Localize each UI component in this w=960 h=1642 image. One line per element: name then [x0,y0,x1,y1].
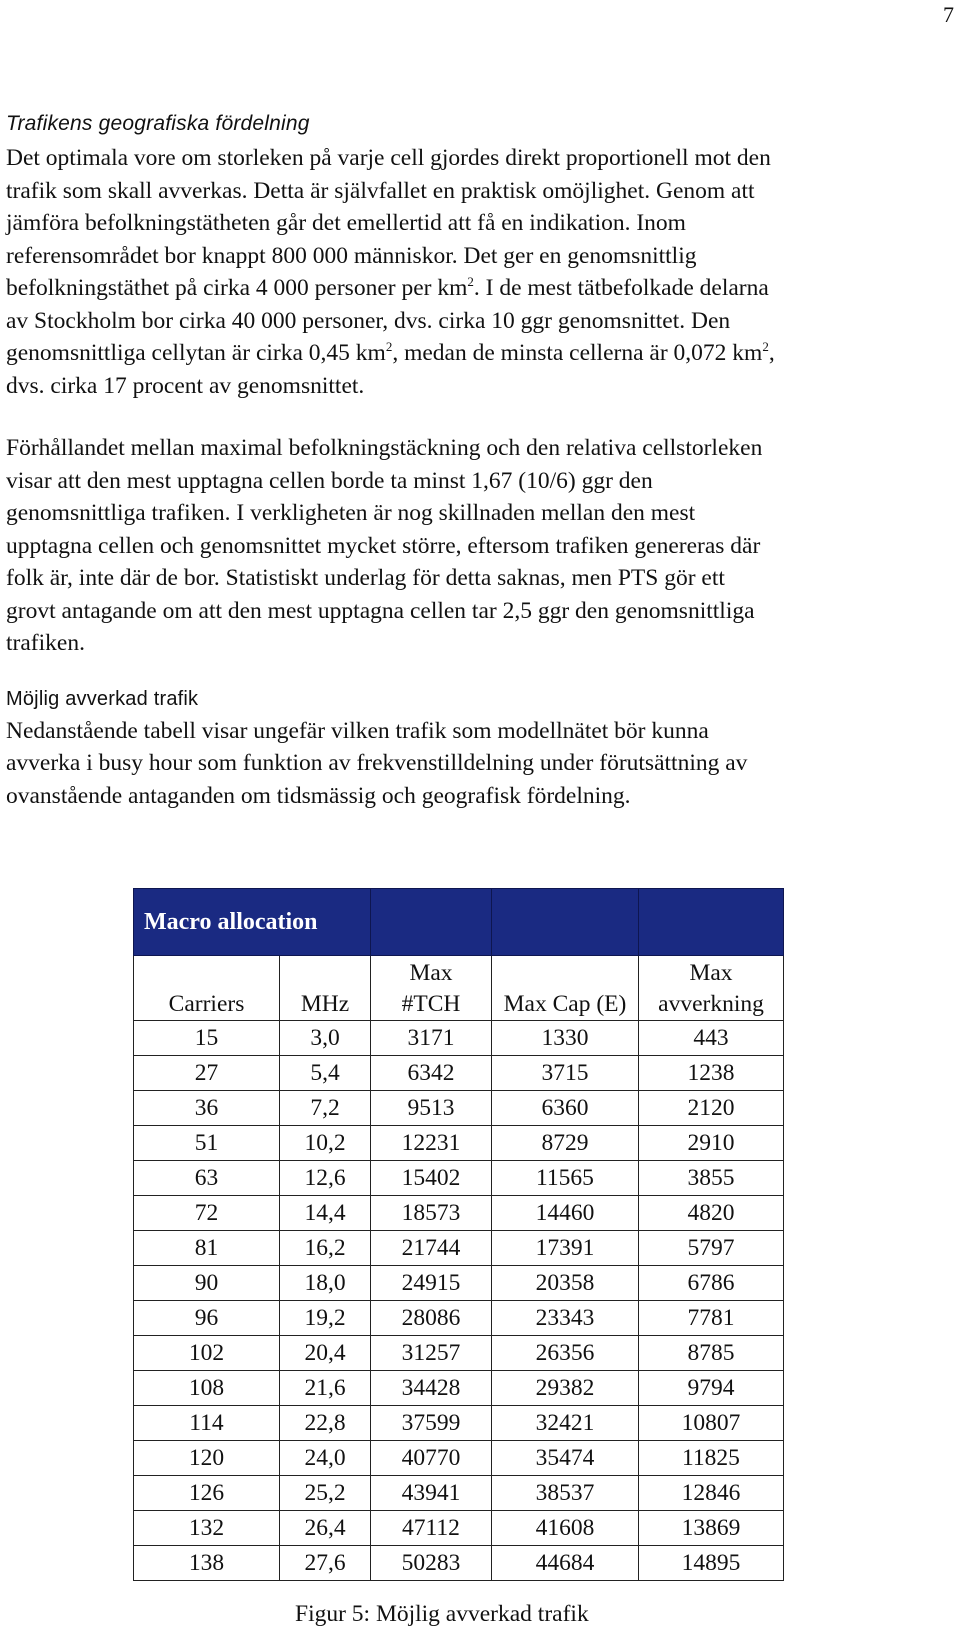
page-number: 7 [943,2,954,27]
table-cell: 20,4 [280,1336,371,1371]
table-cell: 22,8 [280,1406,371,1441]
table-cell: 9513 [371,1091,492,1126]
table-cell: 17391 [492,1231,639,1266]
traffic-table [133,888,784,1581]
text-line: genomsnittliga cellytan är cirka 0,45 km [6,340,386,366]
table-cell: 20358 [492,1266,639,1301]
header-label: avverkning [658,991,764,1017]
table-cell: 19,2 [280,1301,371,1336]
table-cell: 41608 [492,1511,639,1546]
header-label: #TCH [401,991,461,1017]
text-line: dvs. cirka 17 procent av genomsnittet. [6,372,365,399]
text-line: , medan de minsta cellerna är 0,072 km [392,340,763,366]
table-row [134,1511,784,1546]
table-cell: 8785 [639,1336,784,1371]
table-row [134,1021,784,1056]
text-line: Nedanstående tabell visar ungefär vilken trafik som modellnätet bör kunna [6,717,709,744]
table-cell: 24,0 [280,1441,371,1476]
header-label-top: Max [409,960,453,986]
table-cell: 28086 [371,1301,492,1336]
table-cell: 36 [134,1091,280,1126]
table-cell: 126 [134,1476,280,1511]
table-cell: 3715 [492,1056,639,1091]
table-cell: 12231 [371,1126,492,1161]
table-cell: 31257 [371,1336,492,1371]
table-cell: 81 [134,1231,280,1266]
table-cell: 3855 [639,1161,784,1196]
header-label: Max Cap (E) [503,991,627,1017]
table-cell: 26356 [492,1336,639,1371]
text-line: trafik som skall avverkas. Detta är självfallet en praktisk omöjlighet. Genom att [6,177,755,204]
table-cell: 11825 [639,1441,784,1476]
table-cell: 3,0 [280,1021,371,1056]
table-row [134,1301,784,1336]
table-cell: 27,6 [280,1546,371,1581]
traffic-table-container [133,888,784,1581]
table-cell: 50283 [371,1546,492,1581]
table-cell: 5797 [639,1231,784,1266]
table-cell: 7781 [639,1301,784,1336]
text-line: folk är, inte där de bor. Statistiskt underlag för detta saknas, men PTS gör ett [6,565,725,591]
table-cell: 102 [134,1336,280,1371]
superscript: 2 [467,274,474,290]
table-row [134,1231,784,1266]
text-line: befolkningstäthet på cirka 4 000 personer per km [6,275,468,301]
table-cell: 18573 [371,1196,492,1231]
table-cell: 10807 [639,1406,784,1441]
table-cell: 96 [134,1301,280,1336]
table-cell: 1238 [639,1056,784,1091]
table-cell: 8729 [492,1126,639,1161]
table-row [134,1336,784,1371]
superscript: 2 [762,339,769,355]
table-cell: 25,2 [280,1476,371,1511]
table-cell: 6342 [371,1056,492,1091]
table-cell: 18,0 [280,1266,371,1301]
text-line: ovanstående antaganden om tidsmässig och geografisk fördelning. [6,782,631,809]
table-cell: 26,4 [280,1511,371,1546]
table-cell: 38537 [492,1476,639,1511]
table-cell: 13869 [639,1511,784,1546]
section-heading-geografiska: Trafikens geografiska fördelning [6,112,310,135]
table-cell: 443 [639,1021,784,1056]
text-line: av Stockholm bor cirka 40 000 personer, dvs. cirka 10 ggr genomsnittet. Den [6,307,731,334]
table-cell: 72 [134,1196,280,1231]
header-max-cap [492,956,639,1021]
table-cell: 7,2 [280,1091,371,1126]
text-line: referensområdet bor knappt 800 000 människor. Det ger en genomsnittlig [6,242,697,269]
superscript: 2 [385,339,393,355]
table-cell: 16,2 [280,1231,371,1266]
table-cell: 14,4 [280,1196,371,1231]
table-row [134,1441,784,1476]
table-cell: 63 [134,1161,280,1196]
table-cell: 44684 [492,1546,639,1581]
table-cell: 120 [134,1441,280,1476]
table-band-cell [639,889,784,956]
table-row [134,1056,784,1091]
header-carriers [134,956,280,1021]
table-cell: 12846 [639,1476,784,1511]
table-cell: 6786 [639,1266,784,1301]
paragraph-table-intro [6,715,954,813]
table-cell: 132 [134,1511,280,1546]
table-cell: 1330 [492,1021,639,1056]
table-row [134,1406,784,1441]
document-body [6,112,954,812]
table-cell: 47112 [371,1511,492,1546]
table-cell: 21,6 [280,1371,371,1406]
table-cell: 138 [134,1546,280,1581]
table-cell: 23343 [492,1301,639,1336]
table-cell: 14895 [639,1546,784,1581]
table-cell: 14460 [492,1196,639,1231]
text-line: . I de mest tätbefolkade delarna [473,275,769,301]
text-line: genomsnittliga trafiken. I verkligheten är nog skillnaden mellan den mest [6,500,696,526]
text-line: Förhållandet mellan maximal befolkningstäckning och den relativa cellstorleken [6,435,763,461]
table-cell: 2120 [639,1091,784,1126]
paragraph-traffic-ratio [6,432,954,660]
table-cell: 3171 [371,1021,492,1056]
section-heading-mojlig: Möjlig avverkad trafik [6,687,199,710]
table-cell: 51 [134,1126,280,1161]
table-cell: 27 [134,1056,280,1091]
header-label-top: Max [689,960,733,986]
table-row [134,1371,784,1406]
table-cell: 15402 [371,1161,492,1196]
table-cell: 2910 [639,1126,784,1161]
text-line: jämföra befolkningstätheten går det emellertid att få en indikation. Inom [6,210,686,236]
table-row [134,1126,784,1161]
table-cell: 43941 [371,1476,492,1511]
table-row [134,1476,784,1511]
table-cell: 29382 [492,1371,639,1406]
table-cell: 11565 [492,1161,639,1196]
table-cell: 6360 [492,1091,639,1126]
header-max-tch [371,956,492,1021]
table-row [134,1546,784,1581]
paragraph-cell-size [6,142,954,402]
table-cell: 114 [134,1406,280,1441]
text-line: visar att den mest upptagna cellen borde ta minst 1,67 (10/6) ggr den [6,467,653,494]
text-line: Det optimala vore om storleken på varje cell gjordes direkt proportionell mot den [6,145,771,171]
table-body [134,1021,784,1581]
table-cell: 15 [134,1021,280,1056]
text-line: , [768,340,775,366]
text-line: trafiken. [6,630,85,656]
header-label: MHz [300,991,350,1017]
table-cell: 24915 [371,1266,492,1301]
table-cell: 5,4 [280,1056,371,1091]
table-cell: 34428 [371,1371,492,1406]
table-title: Macro allocation [134,889,371,956]
table-cell: 40770 [371,1441,492,1476]
table-band-cell [371,889,492,956]
table-cell: 10,2 [280,1126,371,1161]
table-row [134,1091,784,1126]
table-row [134,1196,784,1231]
text-line: upptagna cellen och genomsnittet mycket större, eftersom trafiken genereras där [6,532,761,559]
table-cell: 12,6 [280,1161,371,1196]
table-row [134,1161,784,1196]
table-cell: 4820 [639,1196,784,1231]
table-title-row [134,889,784,956]
figure-caption: Figur 5: Möjlig avverkad trafik [295,1601,589,1627]
header-mhz [280,956,371,1021]
table-cell: 21744 [371,1231,492,1266]
header-max-avverkning [639,956,784,1021]
table-band-cell [492,889,639,956]
table-cell: 32421 [492,1406,639,1441]
table-cell: 35474 [492,1441,639,1476]
text-line: avverka i busy hour som funktion av frekvenstilldelning under förutsättning av [6,750,748,776]
table-cell: 9794 [639,1371,784,1406]
table-cell: 37599 [371,1406,492,1441]
table-cell: 108 [134,1371,280,1406]
text-line: grovt antagande om att den mest upptagna cellen tar 2,5 ggr den genomsnittliga [6,597,755,624]
table-cell: 90 [134,1266,280,1301]
header-label: Carriers [168,991,245,1017]
table-header-row [134,956,784,1021]
table-row [134,1266,784,1301]
